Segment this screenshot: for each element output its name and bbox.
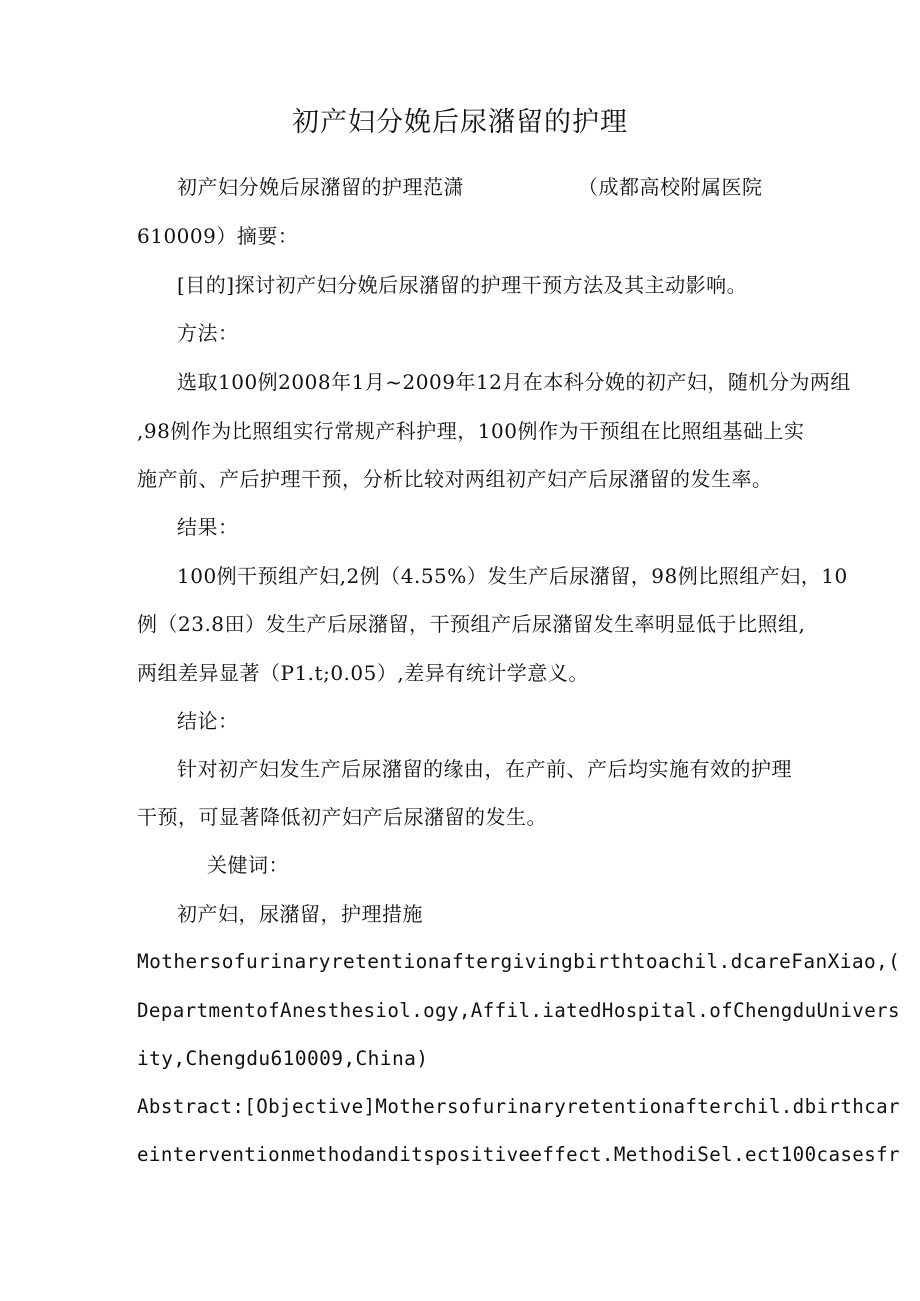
- header-line-affiliation: （成都高校附属医院: [578, 175, 763, 199]
- conclusion-line: 针对初产妇发生产后尿潴留的缘由，在产前、产后均实施有效的护理: [177, 757, 792, 781]
- conclusion-line: 干预，可显著降低初产妇产后尿潴留的发生。: [137, 805, 547, 829]
- methods-line: ,98例作为比照组实行常规产科护理，100例作为干预组在比照组基础上实: [137, 419, 805, 443]
- header-line-abstract: 610009）摘要：: [137, 224, 299, 248]
- english-line: ity,Chengdu610009,China): [137, 1047, 429, 1070]
- conclusion-label: 结论：: [177, 709, 239, 733]
- english-line: einterventionmethodanditspositiveeffect.MethodiSel.ect100casesfr: [137, 1143, 900, 1166]
- english-line: Abstract:[Objective]Mothersofurinaryretentionafterchil.dbirthcar: [137, 1095, 900, 1118]
- keywords-text: 初产妇，尿潴留，护理措施: [177, 902, 423, 926]
- results-line: 100例干预组产妇,2例（4.55%）发生产后尿潴留，98例比照组产妇，10: [177, 564, 848, 588]
- methods-label: 方法：: [177, 321, 239, 345]
- results-label: 结果：: [177, 515, 239, 539]
- results-line: 两组差异显著（P1.t;0.05）,差异有统计学意义。: [137, 661, 589, 685]
- keywords-label: 关健词：: [207, 853, 289, 877]
- english-line: Mothersofurinaryretentionaftergivingbirthtoachil.dcareFanXiao,(: [137, 950, 901, 973]
- methods-line: 施产前、产后护理干预，分析比较对两组初产妇产后尿潴留的发生率。: [137, 467, 773, 491]
- document-title: 初产妇分娩后尿潴留的护理: [292, 107, 628, 138]
- objective-text: [目的]探讨初产妇分娩后尿潴留的护理干预方法及其主动影响。: [177, 273, 748, 297]
- english-line: DepartmentofAnesthesiol.ogy,Affil.iatedHospital.ofChengduUnivers: [137, 999, 900, 1022]
- methods-line: 选取100例2008年1月~2009年12月在本科分娩的初产妇，随机分为两组: [177, 370, 851, 394]
- header-line-author: 初产妇分娩后尿潴留的护理范潇: [177, 175, 464, 199]
- results-line: 例（23.8田）发生产后尿潴留，干预组产后尿潴留发生率明显低于比照组,: [137, 612, 806, 636]
